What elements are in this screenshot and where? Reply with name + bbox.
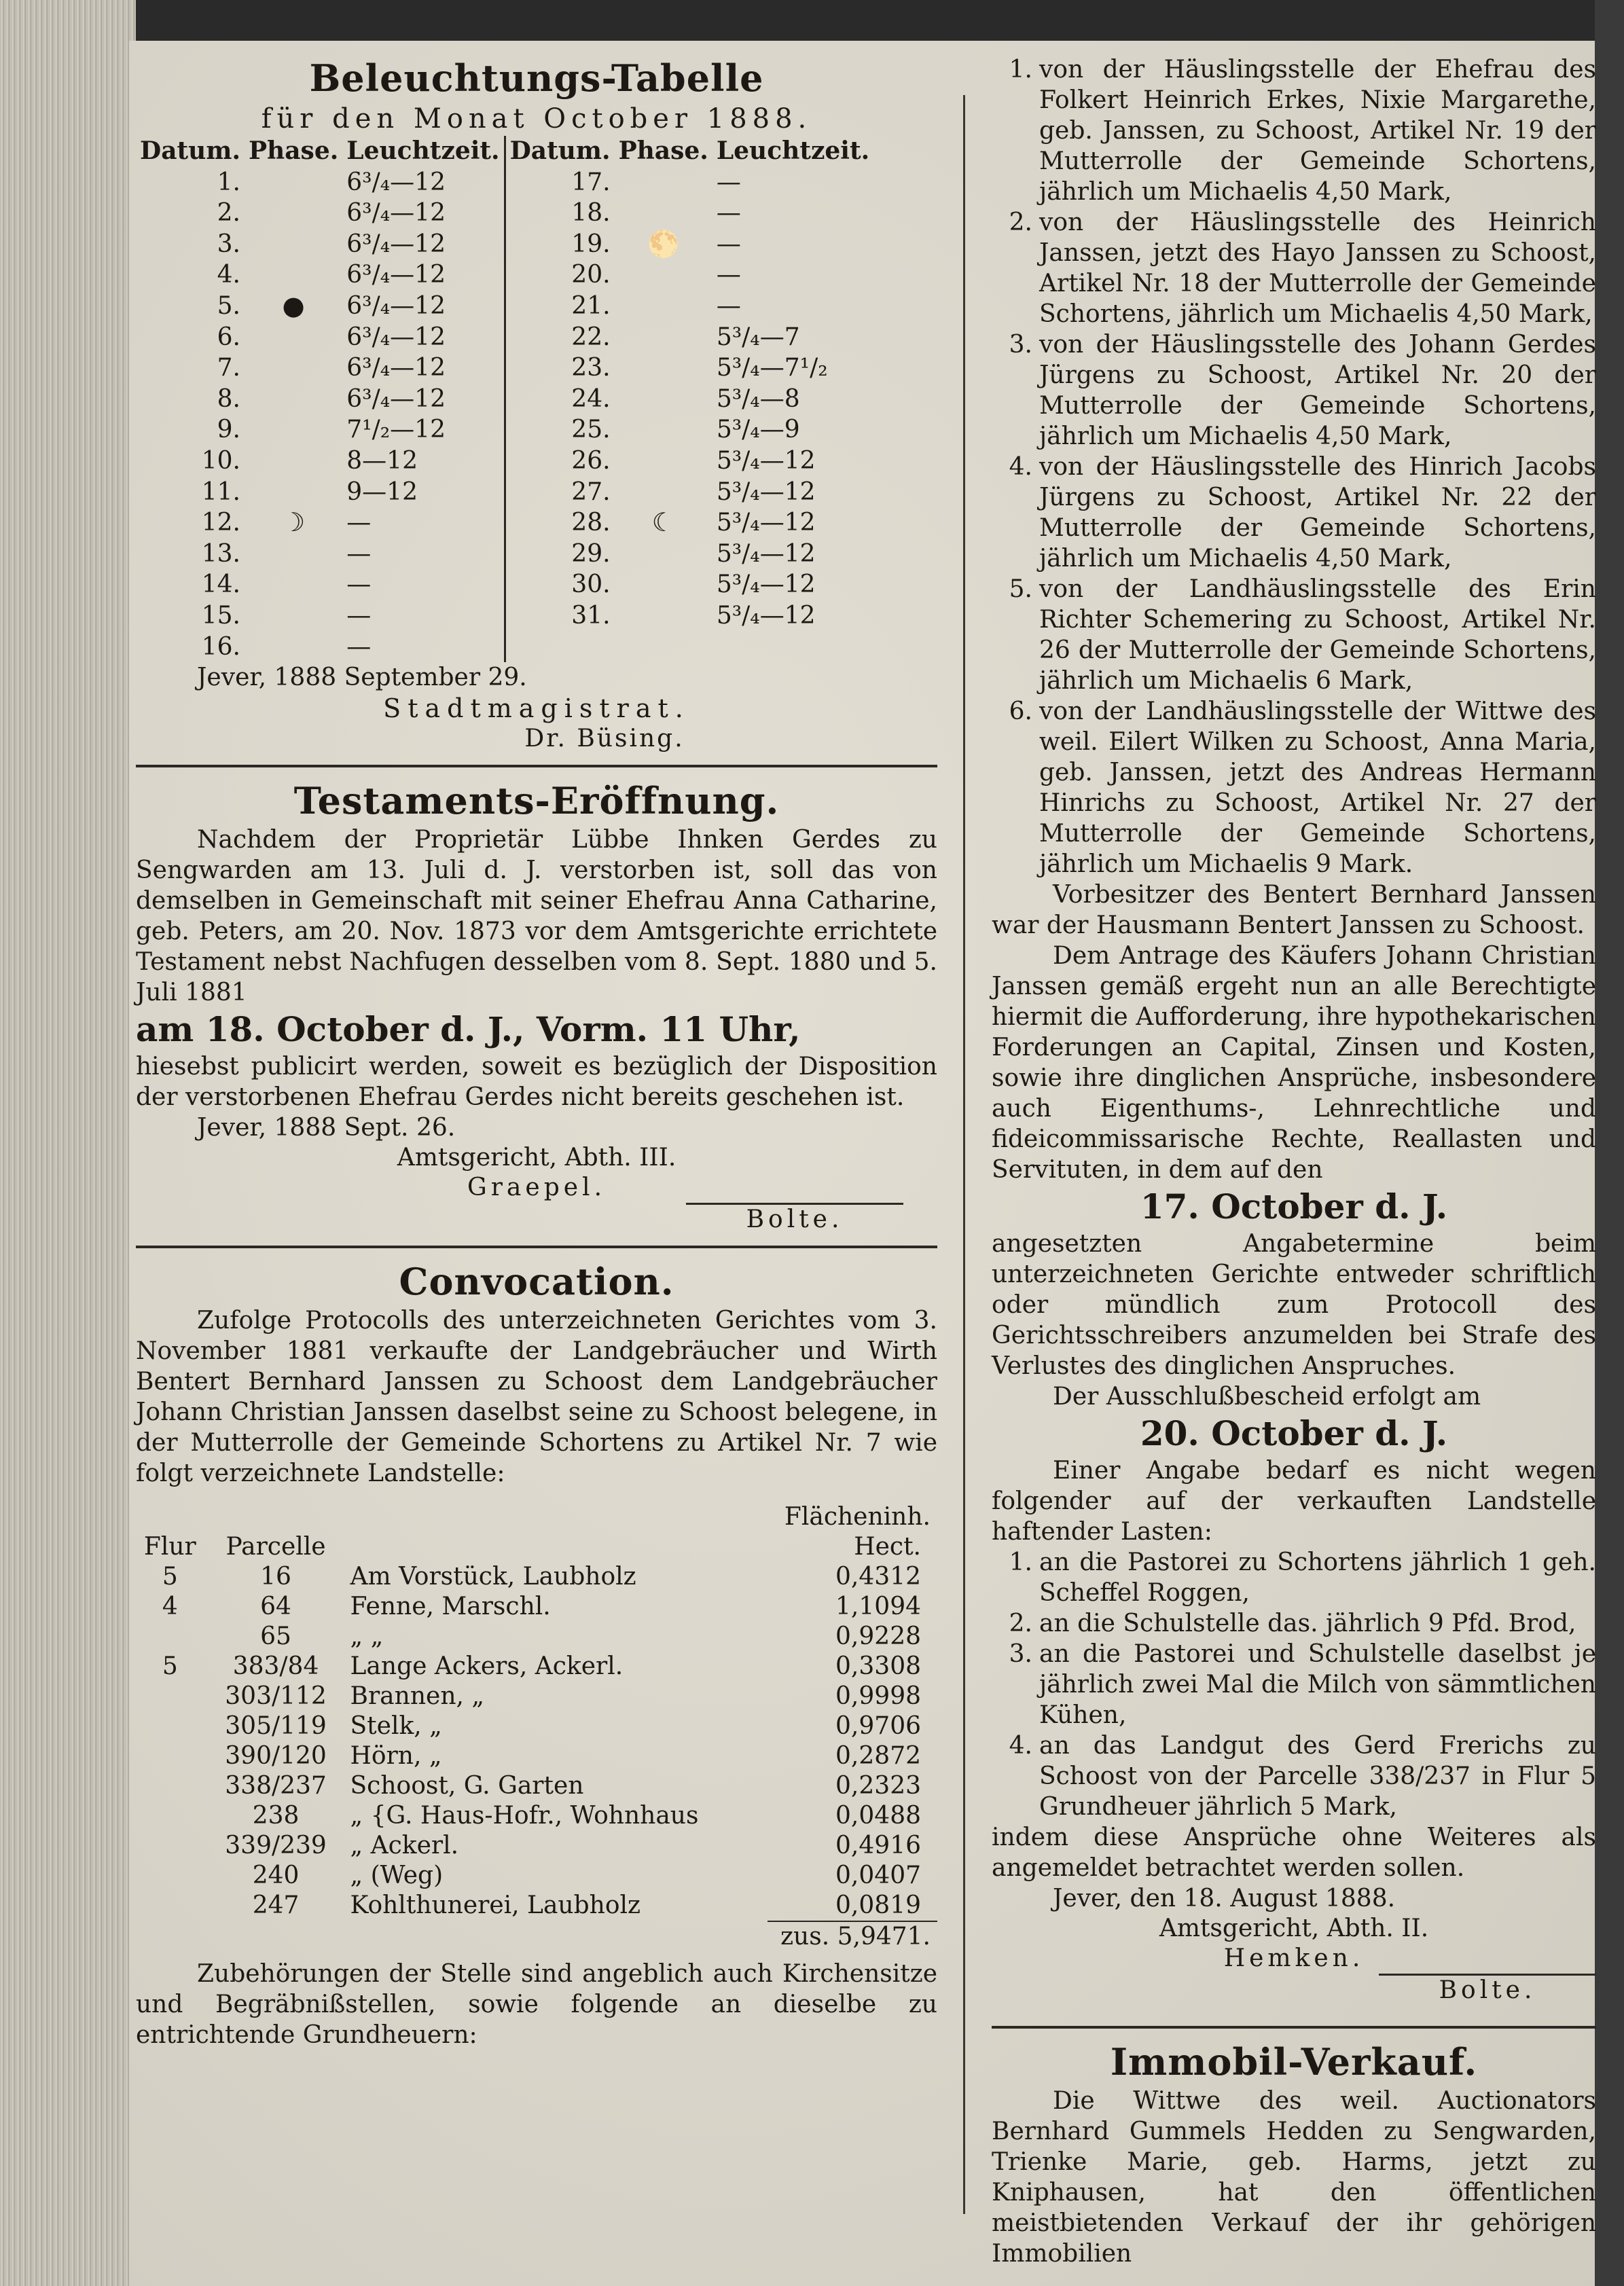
flur-cell xyxy=(136,1831,204,1861)
beleuchtung-title: Beleuchtungs-Tabelle xyxy=(309,56,764,100)
list-text: von der Häuslingsstelle des Heinrich Janssen, jetzt des Hayo Janssen zu Schoost, Artikel Nr. 18 der Mutterrolle der Gemeinde Schortens, jährlich um Michaelis 4,50 Mark, xyxy=(1039,208,1596,328)
beleuchtung-row xyxy=(136,414,873,446)
right-judge: Hemken. xyxy=(1223,1944,1365,1972)
day-cell: 17. xyxy=(505,167,614,198)
convocation-title: Convocation. xyxy=(399,1260,674,1304)
list-number: 1. xyxy=(1009,56,1032,84)
parcelle-cell: 339/239 xyxy=(225,1832,327,1860)
moon-phase-icon xyxy=(245,229,342,260)
right-column xyxy=(992,54,1596,2269)
beleuchtung-row xyxy=(136,569,873,600)
leuchtzeit-cell: 5³/₄—12 xyxy=(716,570,816,599)
moon-phase-icon xyxy=(615,632,712,663)
col-header-phase-2: Phase. xyxy=(618,137,708,165)
list-text: von der Häuslingsstelle der Ehefrau des Folkert Heinrich Erkes, Nixie Margarethe, geb. Janssen, zu Schoost, Artikel Nr. 19 der Mutterrolle der Gemeinde Schortens, jährlich um Michaelis 4,50 Mark, xyxy=(1039,56,1596,206)
moon-phase-icon xyxy=(615,569,712,600)
area-cell: 0,4916 xyxy=(835,1832,921,1860)
day-cell: 30. xyxy=(505,569,614,600)
day-cell: 15. xyxy=(201,601,240,630)
moon-phase-icon xyxy=(245,322,342,353)
moon-phase-icon xyxy=(245,569,342,600)
day-cell: 11. xyxy=(201,477,240,506)
parcel-name-cell: Am Vorstück, Laubholz xyxy=(350,1563,636,1591)
beleuchtung-subtitle: für den Monat October 1888. xyxy=(261,103,812,134)
left-column xyxy=(136,54,937,2050)
moon-phase-icon xyxy=(615,414,712,446)
leuchtzeit-cell: 6³/₄—12 xyxy=(346,291,446,320)
beleuchtung-section xyxy=(136,54,937,754)
parcelle-cell: 65 xyxy=(260,1622,291,1651)
day-cell: 8. xyxy=(217,384,240,413)
moon-phase-icon xyxy=(615,600,712,632)
flur-cell xyxy=(136,1622,204,1652)
day-cell: 19. xyxy=(505,229,614,260)
day-cell: 10. xyxy=(201,446,240,475)
list-number: 3. xyxy=(1009,331,1032,359)
day-cell: 24. xyxy=(505,384,614,415)
parcel-name-cell: Hörn, „ xyxy=(350,1742,442,1771)
col-header-leuchtzeit: Leuchtzeit. xyxy=(346,137,500,165)
moon-phase-icon: ☾ xyxy=(651,507,675,538)
list-number: 2. xyxy=(1009,208,1032,236)
beleuchtung-row xyxy=(136,539,873,570)
convocation-body-2: Zubehörungen der Stelle sind angeblich auch Kirchensitze und Begräbnißstellen, sowie folgende an dieselbe zu entrichtende Grundheuern: xyxy=(136,1960,937,2050)
parcel-row xyxy=(136,1831,924,1861)
schluss-text: indem diese Ansprüche ohne Weiteres als angemeldet betrachtet werden sollen. xyxy=(992,1824,1596,1882)
section-rule xyxy=(136,765,937,767)
parcel-row xyxy=(136,1682,924,1711)
termin-date-2: 20. October d. J. xyxy=(1140,1413,1448,1453)
moon-phase-icon xyxy=(615,259,712,291)
moon-phase-icon xyxy=(245,446,342,477)
col-header-datum-2: Datum. xyxy=(505,136,614,167)
testament-section xyxy=(136,777,937,1235)
leuchtzeit-cell: 6³/₄—12 xyxy=(346,230,446,258)
day-cell: 6. xyxy=(217,323,240,351)
day-cell: 16. xyxy=(201,632,240,661)
beleuchtung-row xyxy=(136,384,873,415)
testament-date-line: am 18. October d. J., Vorm. 11 Uhr, xyxy=(136,1009,801,1050)
leuchtzeit-cell: 5³/₄—7¹/₂ xyxy=(716,354,828,382)
list-text: von der Häuslingsstelle des Hinrich Jacobs Jürgens zu Schoost, Artikel Nr. 22 der Mutterrolle der Gemeinde Schortens, jährlich um Michaelis 4,50 Mark, xyxy=(1039,453,1596,573)
beleuchtung-row xyxy=(136,291,873,322)
grundheuer-item xyxy=(992,452,1596,574)
area-cell: 0,2323 xyxy=(835,1772,921,1800)
leuchtzeit-cell: — xyxy=(346,632,372,661)
list-number: 6. xyxy=(1009,697,1032,725)
beleuchtung-table xyxy=(136,136,873,662)
area-cell: 0,3308 xyxy=(835,1652,921,1681)
moon-phase-icon xyxy=(245,539,342,570)
beleuchtung-signature: Dr. Büsing. xyxy=(524,725,685,753)
list-text: an die Pastorei zu Schortens jährlich 1 geh. Scheffel Roggen, xyxy=(1039,1548,1596,1607)
beleuchtung-row xyxy=(136,259,873,291)
list-number: 4. xyxy=(1009,1732,1032,1760)
leuchtzeit-cell: 8—12 xyxy=(346,446,418,475)
parcel-row xyxy=(136,1562,924,1592)
list-number: 1. xyxy=(1009,1548,1032,1576)
list-number: 2. xyxy=(1009,1610,1032,1637)
lasten-list xyxy=(992,1547,1596,1822)
day-cell: 26. xyxy=(505,446,614,477)
flur-cell xyxy=(136,1891,204,1921)
testament-clerk: Bolte. xyxy=(746,1205,844,1234)
parcel-row xyxy=(136,1801,924,1831)
leuchtzeit-cell: 6³/₄—12 xyxy=(346,354,446,382)
moon-phase-icon xyxy=(245,198,342,229)
day-cell: 18. xyxy=(505,198,614,229)
leuchtzeit-cell: 5³/₄—12 xyxy=(716,539,816,568)
beleuchtung-row xyxy=(136,632,873,663)
leuchtzeit-cell: — xyxy=(346,570,372,599)
moon-phase-icon xyxy=(615,291,712,322)
flur-cell xyxy=(136,1861,204,1891)
day-cell: 12. xyxy=(201,509,240,537)
flur-cell xyxy=(136,1801,204,1831)
testament-place-date: Jever, 1888 Sept. 26. xyxy=(197,1114,456,1142)
list-text: von der Landhäuslingsstelle der Wittwe des weil. Eilert Wilken zu Schoost, Anna Maria, geb. Janssen, jetzt des Andreas Hermann Hinrichs zu Schoost, Artikel Nr. 27 der Mutterrolle der Gemeinde Schortens, jährlich um Michaelis 9 Mark. xyxy=(1039,697,1596,878)
parcel-name-cell: „ Ackerl. xyxy=(350,1832,459,1860)
parcel-table xyxy=(136,1532,924,1921)
lasten-item xyxy=(992,1547,1596,1608)
area-header: Flächeninh. xyxy=(784,1503,931,1531)
area-cell: 0,0407 xyxy=(835,1862,921,1890)
day-cell xyxy=(505,632,614,663)
antrag-text-2: angesetzten Angabetermine beim unterzeichneten Gerichte entweder schriftlich oder mündlich zum Protocoll des Gerichtsschreibers anzumelden bei Strafe des Verlustes des dinglichen Anspruches. xyxy=(992,1230,1596,1380)
flur-cell xyxy=(136,1711,204,1741)
column-divider xyxy=(963,95,965,2214)
parcel-row xyxy=(136,1592,924,1622)
parcel-name-cell: Stelk, „ xyxy=(350,1712,442,1741)
beleuchtung-row xyxy=(136,446,873,477)
parcelle-cell: 383/84 xyxy=(232,1652,319,1681)
day-cell: 23. xyxy=(505,352,614,384)
day-cell: 22. xyxy=(505,322,614,353)
testament-title: Testaments-Eröffnung. xyxy=(293,779,780,823)
area-cell: 0,9998 xyxy=(835,1682,921,1711)
parcel-name-cell: „ „ xyxy=(350,1622,384,1651)
testament-judge: Graepel. xyxy=(467,1174,607,1202)
beleuchtung-row xyxy=(136,322,873,353)
angabe-text: Einer Angabe bedarf es nicht wegen folgender auf der verkauften Landstelle haftender Lasten: xyxy=(992,1457,1596,1546)
leuchtzeit-cell: — xyxy=(346,509,372,537)
moon-phase-icon xyxy=(615,446,712,477)
leuchtzeit-cell: 5³/₄—12 xyxy=(716,601,816,630)
moon-phase-icon xyxy=(615,384,712,415)
moon-phase-icon xyxy=(615,198,712,229)
leuchtzeit-cell: 6³/₄—12 xyxy=(346,168,446,196)
leuchtzeit-cell: — xyxy=(716,261,741,289)
day-cell: 14. xyxy=(201,570,240,599)
day-cell: 25. xyxy=(505,414,614,446)
section-rule xyxy=(992,2026,1596,2029)
grundheuer-item xyxy=(992,329,1596,452)
parcel-row xyxy=(136,1741,924,1771)
parcelle-cell: 303/112 xyxy=(225,1682,327,1711)
grundheuer-item xyxy=(992,207,1596,329)
parcelle-cell: 390/120 xyxy=(225,1742,327,1771)
beleuchtung-row xyxy=(136,198,873,229)
moon-phase-icon: 🌕 xyxy=(647,228,680,259)
moon-phase-icon xyxy=(245,167,342,198)
list-text: von der Landhäuslingsstelle des Erin Richter Schemering zu Schoost, Artikel Nr. 26 der Mutterrolle der Gemeinde Schortens, jährlich um Michaelis 6 Mark, xyxy=(1039,575,1596,695)
col-header-leuchtzeit-2: Leuchtzeit. xyxy=(716,137,870,165)
list-number: 5. xyxy=(1009,575,1032,603)
leuchtzeit-cell: 6³/₄—12 xyxy=(346,323,446,351)
page-right-edge xyxy=(1595,0,1624,2286)
immobil-title: Immobil-Verkauf. xyxy=(1110,2040,1478,2084)
flur-cell xyxy=(136,1741,204,1771)
area-cell: 0,0488 xyxy=(835,1802,921,1830)
day-cell: 27. xyxy=(505,477,614,508)
immobil-body: Die Wittwe des weil. Auctionators Bernhard Gummels Hedden zu Sengwarden, Trienke Marie, geb. Harms, jetzt zu Kniphausen, hat den öffentlichen meistbietenden Verkauf der ihr gehörigen Immobilien xyxy=(992,2087,1596,2268)
flur-cell: 4 xyxy=(162,1593,178,1621)
day-cell: 21. xyxy=(505,291,614,322)
area-cell: 0,0819 xyxy=(835,1891,921,1920)
leuchtzeit-cell: 5³/₄—7 xyxy=(716,323,800,351)
day-cell: 31. xyxy=(505,600,614,632)
list-number: 3. xyxy=(1009,1640,1032,1668)
beleuchtung-row xyxy=(136,507,873,539)
section-rule xyxy=(136,1246,937,1248)
day-cell: 20. xyxy=(505,259,614,291)
right-clerk: Bolte. xyxy=(1439,1976,1536,2004)
flur-cell: 5 xyxy=(162,1563,178,1591)
lasten-item xyxy=(992,1639,1596,1730)
leuchtzeit-cell: 5³/₄—12 xyxy=(716,509,816,537)
leuchtzeit-cell: 9—12 xyxy=(346,477,418,506)
day-cell: 7. xyxy=(217,354,240,382)
leuchtzeit-cell: 5³/₄—12 xyxy=(716,446,816,475)
leuchtzeit-cell: — xyxy=(716,199,741,228)
moon-phase-icon xyxy=(245,259,342,291)
area-cell: 0,2872 xyxy=(835,1742,921,1771)
testament-body-2: hiesebst publicirt werden, soweit es bezüglich der Disposition der verstorbenen Ehefrau Gerdes nicht bereits geschehen ist. xyxy=(136,1053,937,1112)
leuchtzeit-cell: — xyxy=(716,291,741,320)
parcel-row xyxy=(136,1622,924,1652)
parcelle-cell: 305/119 xyxy=(225,1712,327,1741)
list-number: 4. xyxy=(1009,453,1032,481)
right-place-date: Jever, den 18. August 1888. xyxy=(1053,1885,1396,1912)
day-cell: 9. xyxy=(217,416,240,444)
moon-phase-icon xyxy=(245,600,342,632)
leuchtzeit-cell: 5³/₄—12 xyxy=(716,477,816,506)
day-cell: 28. xyxy=(505,507,614,539)
moon-phase-icon xyxy=(615,539,712,570)
leuchtzeit-cell: 6³/₄—12 xyxy=(346,384,446,413)
col-header-flur: Flur xyxy=(143,1533,196,1561)
flur-cell xyxy=(136,1682,204,1711)
vorbesitzer-text: Vorbesitzer des Bentert Bernhard Janssen war der Hausmann Bentert Janssen zu Schoost. xyxy=(992,881,1596,939)
book-edge xyxy=(0,0,136,2286)
beleuchtung-row xyxy=(136,229,873,260)
moon-phase-icon xyxy=(245,352,342,384)
leuchtzeit-cell: 5³/₄—8 xyxy=(716,384,800,413)
beleuchtung-header-row xyxy=(136,136,873,167)
col-header-hect: Hect. xyxy=(854,1533,921,1561)
parcelle-cell: 16 xyxy=(260,1563,291,1591)
moon-phase-icon: ☽ xyxy=(282,507,306,538)
leuchtzeit-cell: 6³/₄—12 xyxy=(346,261,446,289)
grundheuer-item xyxy=(992,54,1596,207)
parcel-name-cell: Schoost, G. Garten xyxy=(350,1772,584,1800)
parcel-name-cell: Brannen, „ xyxy=(350,1682,485,1711)
day-cell: 3. xyxy=(217,230,240,258)
area-cell: 0,9706 xyxy=(835,1712,921,1741)
parcelle-cell: 64 xyxy=(260,1593,291,1621)
parcel-header-row xyxy=(136,1532,924,1562)
convocation-body: Zufolge Protocolls des unterzeichneten Gerichtes vom 3. November 1881 verkaufte der Landgebräucher und Wirth Bentert Bernhard Janssen zu Schoost dem Landgebräucher Johann Christian Janssen daselbst seine zu Schoost belegene, in der Mutterrolle der Gemeinde Schortens zu Artikel Nr. 7 wie folgt verzeichnete Landstelle: xyxy=(136,1307,937,1488)
leuchtzeit-cell: — xyxy=(716,168,741,196)
parcelle-cell: 338/237 xyxy=(225,1772,327,1800)
antrag-text: Dem Antrage des Käufers Johann Christian Janssen gemäß ergeht nun an alle Berechtigte hiermit die Aufforderung, ihre hypothekarischen Forderungen an Capital, Zinsen und Kosten, sowie ihre dinglichen Ansprüche, insbesondere auch Eigenthums-, Lehnrechtliche und fideicommissarische Rechte, Reallasten und Servituten, in dem auf den xyxy=(992,942,1596,1184)
beleuchtung-row xyxy=(136,600,873,632)
area-cell: 0,4312 xyxy=(835,1563,921,1591)
parcel-row xyxy=(136,1861,924,1891)
day-cell: 29. xyxy=(505,539,614,570)
testament-body: Nachdem der Proprietär Lübbe Ihnken Gerdes zu Sengwarden am 13. Juli d. J. verstorben ist, soll das von demselben in Gemeinschaft mit seiner Ehefrau Anna Catharine, geb. Peters, am 20. Nov. 1873 vor dem Amtsgerichte errichtete Testament nebst Nachfugen desselben vom 8. Sept. 1880 und 5. Juli 1881 xyxy=(136,826,937,1007)
flur-cell xyxy=(136,1771,204,1801)
leuchtzeit-cell: — xyxy=(346,601,372,630)
moon-phase-icon xyxy=(245,477,342,508)
leuchtzeit-cell: 7¹/₂—12 xyxy=(346,416,446,444)
parcel-name-cell: Kohlthunerei, Laubholz xyxy=(350,1891,640,1920)
moon-phase-icon xyxy=(245,632,342,663)
leuchtzeit-cell: — xyxy=(346,539,372,568)
parcel-name-cell: Lange Ackers, Ackerl. xyxy=(350,1652,624,1681)
beleuchtung-row xyxy=(136,167,873,198)
moon-phase-icon: ● xyxy=(282,290,305,321)
parcel-row xyxy=(136,1891,924,1921)
day-cell: 5. xyxy=(217,291,240,320)
day-cell: 13. xyxy=(201,539,240,568)
parcelle-cell: 240 xyxy=(252,1862,300,1890)
flur-cell: 5 xyxy=(162,1652,178,1681)
list-text: von der Häuslingsstelle des Johann Gerdes Jürgens zu Schoost, Artikel Nr. 20 der Mutterrolle der Gemeinde Schortens, jährlich um Michaelis 4,50 Mark, xyxy=(1039,331,1596,450)
grundheuer-item xyxy=(992,696,1596,879)
parcelle-cell: 238 xyxy=(252,1802,300,1830)
parcel-name-cell: „ {G. Haus-Hofr., Wohnhaus xyxy=(350,1802,699,1830)
parcel-name-cell: Fenne, Marschl. xyxy=(350,1593,551,1621)
convocation-section xyxy=(136,1258,937,2050)
list-text: an das Landgut des Gerd Frerichs zu Schoost von der Parcelle 338/237 in Flur 5 Grundheuer jährlich 5 Mark, xyxy=(1039,1732,1596,1821)
moon-phase-icon xyxy=(615,167,712,198)
day-cell: 2. xyxy=(217,199,240,228)
parcelle-cell: 247 xyxy=(252,1891,300,1920)
leuchtzeit-cell: — xyxy=(716,230,741,258)
list-text: an die Schulstelle das. jährlich 9 Pfd. Brod, xyxy=(1039,1610,1576,1637)
right-court: Amtsgericht, Abth. II. xyxy=(1159,1915,1429,1942)
ausschluss-text: Der Ausschlußbescheid erfolgt am xyxy=(1053,1383,1481,1411)
parcel-rows xyxy=(136,1562,924,1921)
leuchtzeit-cell: 6³/₄—12 xyxy=(346,199,446,228)
beleuchtung-authority: Stadtmagistrat. xyxy=(383,693,690,724)
parcel-row xyxy=(136,1771,924,1801)
col-header-datum: Datum. xyxy=(140,137,240,165)
parcel-total: zus. 5,9471. xyxy=(768,1921,937,1952)
list-text: an die Pastorei und Schulstelle daselbst je jährlich zwei Mal die Milch von sämmtlichen Kühen, xyxy=(1039,1640,1596,1729)
area-cell: 0,9228 xyxy=(835,1622,921,1651)
testament-court: Amtsgericht, Abth. III. xyxy=(397,1144,676,1172)
grundheuer-item xyxy=(992,574,1596,696)
leuchtzeit-cell xyxy=(712,632,873,663)
beleuchtung-rows xyxy=(136,167,873,663)
day-cell: 4. xyxy=(217,261,240,289)
col-header-phase: Phase. xyxy=(248,137,339,165)
lasten-item xyxy=(992,1730,1596,1822)
moon-phase-icon xyxy=(245,414,342,446)
col-header-parcelle: Parcelle xyxy=(225,1533,326,1561)
termin-date-1: 17. October d. J. xyxy=(1140,1186,1448,1227)
area-cell: 1,1094 xyxy=(835,1593,921,1621)
day-cell: 1. xyxy=(217,168,240,196)
parcel-name-cell: „ (Weg) xyxy=(350,1862,444,1890)
grundheuer-list xyxy=(992,54,1596,879)
parcel-row xyxy=(136,1711,924,1741)
moon-phase-icon xyxy=(245,384,342,415)
leuchtzeit-cell: 5³/₄—9 xyxy=(716,416,800,444)
beleuchtung-place-date: Jever, 1888 September 29. xyxy=(197,664,527,692)
moon-phase-icon xyxy=(615,322,712,353)
moon-phase-icon xyxy=(615,477,712,508)
parcel-row xyxy=(136,1652,924,1682)
beleuchtung-row xyxy=(136,352,873,384)
lasten-item xyxy=(992,1608,1596,1639)
beleuchtung-row xyxy=(136,477,873,508)
moon-phase-icon xyxy=(615,352,712,384)
